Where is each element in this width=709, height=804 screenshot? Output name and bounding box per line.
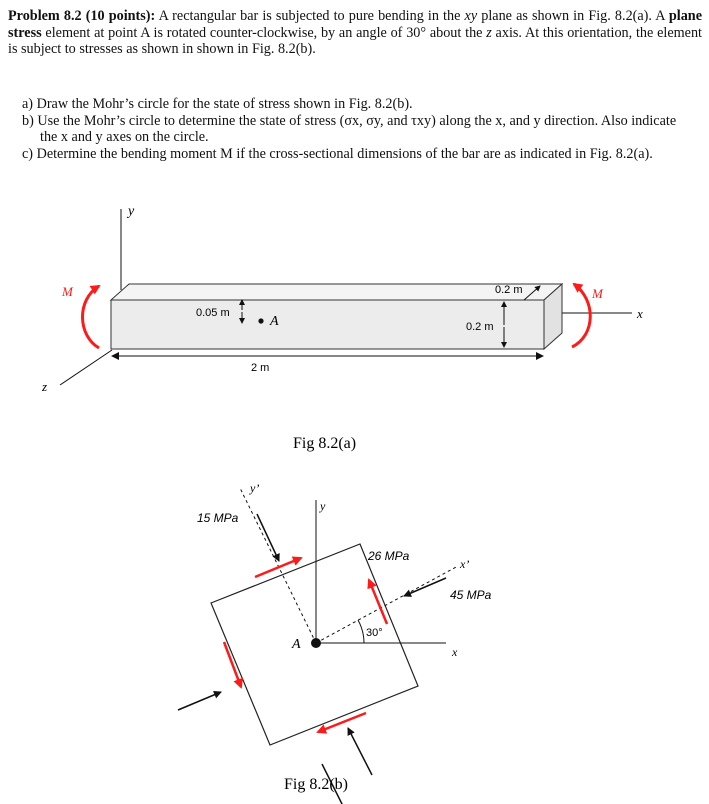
fig-b bbox=[178, 481, 492, 804]
moment-left-arrow bbox=[82, 286, 99, 348]
stress-15-label: 15 MPa bbox=[197, 511, 239, 525]
moment-right-label: M bbox=[592, 286, 603, 301]
fig-a-z-axis-line bbox=[60, 350, 112, 385]
problem-text-4: axis. At this orientation, the element is subject to stresses as shown in shown in Fig. 8.2(b). bbox=[8, 24, 702, 58]
stress-45-normal-left bbox=[178, 692, 221, 710]
problem-text-3: element at point A is rotated counter-clockwise, by an angle of 30° about the bbox=[41, 24, 487, 41]
dim-0-05-label: 0.05 m bbox=[196, 307, 230, 319]
moment-left-label: M bbox=[62, 284, 73, 299]
fig-b-y-label: y bbox=[320, 499, 326, 513]
stress-45-label: 45 MPa bbox=[450, 588, 492, 602]
moment-right-arrow bbox=[572, 284, 590, 347]
stress-45-normal-right bbox=[404, 578, 446, 596]
problem-text-xy: xy bbox=[464, 8, 478, 24]
part-b: b) Use the Mohr’s circle to determine the state of stress (σx, σy, and τxy) along the x, and y direction. Also indicate the x and y axes on the circle. bbox=[22, 112, 677, 146]
fig-b-x-prime-label: x’ bbox=[460, 557, 470, 571]
fig-b-point-a-label: A bbox=[292, 637, 301, 652]
fig-a-caption: Fig 8.2(a) bbox=[293, 435, 357, 452]
stress-15-normal-top bbox=[257, 514, 279, 561]
problem-text-2: plane as shown in Fig. 8.2(a). A bbox=[477, 8, 669, 24]
dim-length-label: 2 m bbox=[251, 362, 270, 374]
problem-text-1: A rectangular bar is subjected to pure bending in the bbox=[155, 8, 465, 24]
stress-26-label: 26 MPa bbox=[368, 549, 410, 563]
point-a-label: A bbox=[270, 314, 279, 329]
dim-width-label: 0.2 m bbox=[495, 284, 523, 296]
angle-arc bbox=[358, 620, 364, 643]
stress-15-normal-bottom bbox=[348, 728, 372, 775]
fig-a-x-label: x bbox=[637, 306, 643, 321]
shear-top-arrow bbox=[255, 558, 301, 577]
fig-b-y-prime-label: y’ bbox=[250, 481, 260, 495]
problem-heading: Problem 8.2 (10 points): bbox=[8, 8, 156, 24]
fig-b-point-a-dot bbox=[311, 638, 321, 648]
angle-label: 30° bbox=[366, 627, 383, 639]
point-a-dot bbox=[258, 318, 263, 323]
fig-a-y-label: y bbox=[128, 204, 135, 219]
problem-text-plane-stress: plane stress bbox=[8, 8, 702, 41]
part-a: a) Draw the Mohr’s circle for the state of stress shown in Fig. 8.2(b). bbox=[22, 96, 413, 112]
fig-b-x-prime-line bbox=[316, 566, 458, 643]
fig-a bbox=[41, 204, 643, 452]
fig-a-z-label: z bbox=[42, 379, 48, 394]
shear-left-arrow bbox=[224, 642, 241, 687]
fig-b-caption: Fig 8.2(b) bbox=[284, 776, 348, 793]
part-c: c) Determine the bending moment M if the cross-sectional dimensions of the bar are as indicated in Fig. 8.2(a). bbox=[22, 145, 653, 162]
problem-text-z: z bbox=[486, 24, 492, 41]
dim-height-label: 0.2 m bbox=[466, 321, 494, 333]
fig-b-x-label: x bbox=[452, 645, 458, 659]
